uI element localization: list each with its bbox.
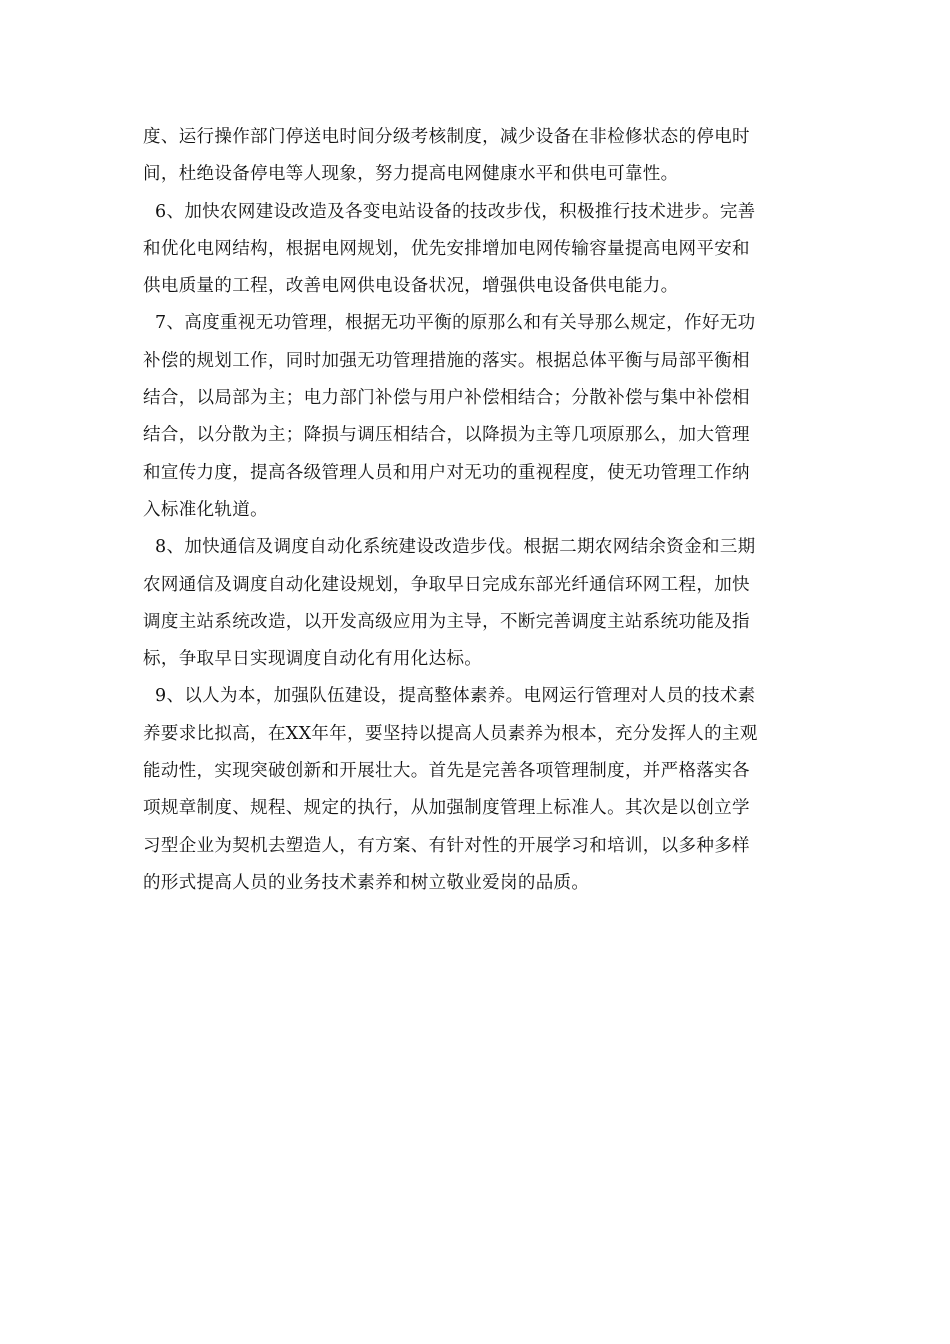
text-line: 项规章制度、规程、规定的执行，从加强制度管理上标准人。其次是以创立学 <box>143 798 750 819</box>
text-line: 的形式提高人员的业务技术素养和树立敬业爱岗的品质。 <box>143 872 590 893</box>
text-line: 养要求比拟高，在XX年年，要坚持以提高人员素养为根本，充分发挥人的主观 <box>143 723 758 744</box>
text-line: 和宣传力度，提高各级管理人员和用户对无功的重视程度，使无功管理工作纳 <box>143 462 750 483</box>
text-line: 结合，以局部为主；电力部门补偿与用户补偿相结合；分散补偿与集中补偿相 <box>143 388 750 409</box>
paragraph-7-start: 7、高度重视无功管理，根据无功平衡的原那么和有关导那么规定，作好无功 <box>155 313 756 334</box>
paragraph-6-start: 6、加快农网建设改造及各变电站设备的技改步伐，积极推行技术进步。完善 <box>155 201 756 222</box>
text-line: 和优化电网结构，根据电网规划，优先安排增加电网传输容量提高电网平安和 <box>143 238 750 259</box>
text-line: 标，争取早日实现调度自动化有用化达标。 <box>143 649 483 670</box>
paragraph-9-start: 9、以人为本，加强队伍建设，提高整体素养。电网运行管理对人员的技术素 <box>155 686 756 707</box>
text-line: 结合，以分散为主；降损与调压相结合，以降损为主等几项原那么，加大管理 <box>143 425 750 446</box>
text-line: 供电质量的工程，改善电网供电设备状况，增强供电设备供电能力。 <box>143 276 679 297</box>
text-line: 度、运行操作部门停送电时间分级考核制度，减少设备在非检修状态的停电时 <box>143 127 750 147</box>
text-line: 农网通信及调度自动化建设规划，争取早日完成东部光纤通信环网工程，加快 <box>143 574 750 595</box>
text-line: 间，杜绝设备停电等人现象，努力提高电网健康水平和供电可靠性。 <box>143 164 679 185</box>
body-text <box>143 119 808 902</box>
text-line: 调度主站系统改造，以开发高级应用为主导，不断完善调度主站系统功能及指 <box>143 611 750 632</box>
paragraph-8-start: 8、加快通信及调度自动化系统建设改造步伐。根据二期农网结余资金和三期 <box>155 537 756 558</box>
text-line: 能动性，实现突破创新和开展壮大。首先是完善各项管理制度，并严格落实各 <box>143 761 750 782</box>
text-line: 入标准化轨道。 <box>143 499 268 520</box>
text-line: 习型企业为契机去塑造人，有方案、有针对性的开展学习和培训，以多种多样 <box>143 835 750 856</box>
text-line: 补偿的规划工作，同时加强无功管理措施的落实。根据总体平衡与局部平衡相 <box>143 350 750 371</box>
